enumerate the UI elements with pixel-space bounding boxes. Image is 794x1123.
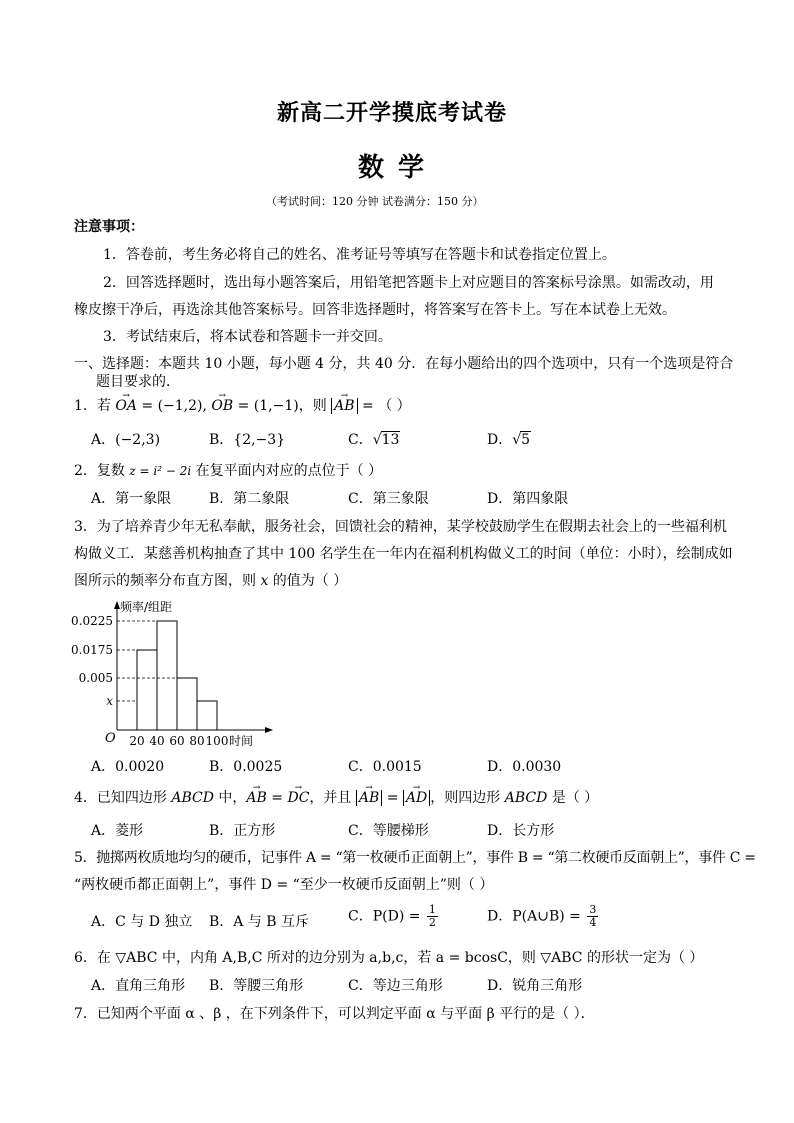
- q4-option-c[interactable]: C．等腰梯形: [348, 823, 429, 839]
- x-tick-label: 80: [189, 734, 205, 748]
- y-tick-label: 0.0175: [71, 643, 113, 657]
- q3-option-a[interactable]: A．0.0020: [91, 759, 165, 775]
- x-tick-label: 100: [205, 734, 229, 748]
- histogram-bar: [197, 701, 217, 730]
- question-5-line-2: “两枚硬币都正面朝上”，事件 D = “至少一枚硬币反面朝上”则（ ）: [74, 877, 494, 893]
- question-3-line-1: 3．为了培养青少年无私奉献，服务社会，回馈社会的精神，某学校鼓励学生在假期去社会上的一些福利机: [74, 519, 727, 535]
- x-tick-label: 40: [149, 734, 165, 748]
- q2-option-b[interactable]: B．第二象限: [209, 491, 290, 507]
- q4-option-b[interactable]: B．正方形: [209, 823, 276, 839]
- q6-option-d[interactable]: D．锐角三角形: [487, 978, 583, 994]
- q1-option-b[interactable]: B．{2,−3}: [209, 432, 286, 448]
- question-4: 4．已知四边形 ABCD 中，→ AB = → DC，并且 → AB = → AD ，则四边形 ABCD 是（ ）: [74, 788, 598, 808]
- q2-option-c[interactable]: C．第三象限: [348, 491, 429, 507]
- subject-title: 数学: [358, 153, 439, 183]
- page-title: 新高二开学摸底考试卷: [277, 100, 508, 126]
- q1-option-c[interactable]: C．√13: [348, 432, 400, 448]
- q3-option-b[interactable]: B．0.0025: [209, 759, 283, 775]
- x-tick-label: 20: [129, 734, 145, 748]
- notice-item-2-cont: 橡皮擦干净后，再选涂其他答案标号。回答非选择题时，将答案写在答卡上。写在本试卷上无效。: [74, 302, 676, 318]
- q1-option-d[interactable]: D．√5: [487, 432, 531, 448]
- question-7: 7．已知两个平面 α 、β ，在下列条件下，可以判定平面 α 与平面 β 平行的是（ ）．: [74, 1006, 595, 1022]
- q3-option-c[interactable]: C．0.0015: [348, 759, 422, 775]
- question-1: 1．若 → OA = (−1,2), → OB = (1,−1)，则 → AB = （ ）: [74, 396, 411, 416]
- q2-option-d[interactable]: D．第四象限: [487, 491, 569, 507]
- question-3-line-2: 构做义工．某慈善机构抽查了其中 100 名学生在一年内在福利机构做义工的时间（单位：小时），绘制成如: [74, 546, 733, 562]
- notice-heading: 注意事项：: [74, 219, 144, 235]
- y-tick-label: x: [106, 694, 113, 708]
- histogram-bar: [137, 650, 157, 730]
- q1-option-a[interactable]: A．(−2,3): [91, 432, 161, 448]
- y-tick-label: 0.0225: [71, 614, 113, 628]
- notice-item-3: 3．考试结束后，将本试卷和答题卡一并交回。: [103, 329, 392, 345]
- origin-label: O: [105, 731, 116, 746]
- exam-info: （考试时间：120 分钟 试卷满分：150 分）: [266, 195, 484, 208]
- q6-option-b[interactable]: B．等腰三角形: [209, 978, 304, 994]
- notice-item-2: 2．回答选择题时，选出每小题答案后，用铅笔把答题卡上对应题目的答案标号涂黑。如需改动，用: [103, 275, 714, 291]
- q4-option-d[interactable]: D．长方形: [487, 823, 555, 839]
- q3-option-d[interactable]: D．0.0030: [487, 759, 562, 775]
- question-6: 6．在 ▽ABC 中，内角 A,B,C 所对的边分别为 a,b,c，若 a = bcosC，则 ▽ABC 的形状一定为（ ）: [74, 950, 704, 966]
- notice-item-1: 1．答卷前，考生务必将自己的姓名、准考证号等填写在答题卡和试卷指定位置上。: [103, 247, 616, 263]
- section-heading: 一、选择题：本题共 10 小题，每小题 4 分，共 40 分．在每小题给出的四个选项中，只有一个选项是符合: [74, 356, 734, 372]
- question-3-line-3: 图所示的频率分布直方图，则 x 的值为（ ）: [74, 573, 348, 589]
- question-2: 2．复数 z = i² − 2i 在复平面内对应的点位于（ ）: [74, 463, 383, 479]
- histogram-bar: [157, 621, 177, 730]
- q2-option-a[interactable]: A．第一象限: [91, 491, 172, 507]
- q5-option-c[interactable]: C．P(D) = $\frac{1}{2}$: [348, 903, 436, 929]
- q5-option-d[interactable]: D．P(A∪B) = $\frac{3}{4}$: [487, 903, 597, 929]
- x-axis-arrow: [265, 727, 273, 733]
- q5-option-b[interactable]: B．A 与 B 互斥: [209, 914, 310, 930]
- frequency-histogram: [60, 595, 290, 750]
- y-axis-label: 频率/组距: [120, 600, 173, 614]
- question-5-line-1: 5．抛掷两枚质地均匀的硬币，记事件 A = “第一枚硬币正面朝上”，事件 B = “第二枚硬币反面朝上”，事件 C =: [74, 850, 756, 866]
- q5-option-a[interactable]: A．C 与 D 独立: [91, 914, 193, 930]
- x-axis-label: 时间: [229, 734, 254, 748]
- q4-option-a[interactable]: A．菱形: [91, 823, 144, 839]
- y-tick-label: 0.005: [78, 671, 113, 685]
- histogram-bar: [177, 678, 197, 730]
- section-heading-cont: 题目要求的．: [96, 374, 180, 390]
- q6-option-c[interactable]: C．等边三角形: [348, 978, 443, 994]
- q6-option-a[interactable]: A．直角三角形: [91, 978, 186, 994]
- x-tick-label: 60: [169, 734, 185, 748]
